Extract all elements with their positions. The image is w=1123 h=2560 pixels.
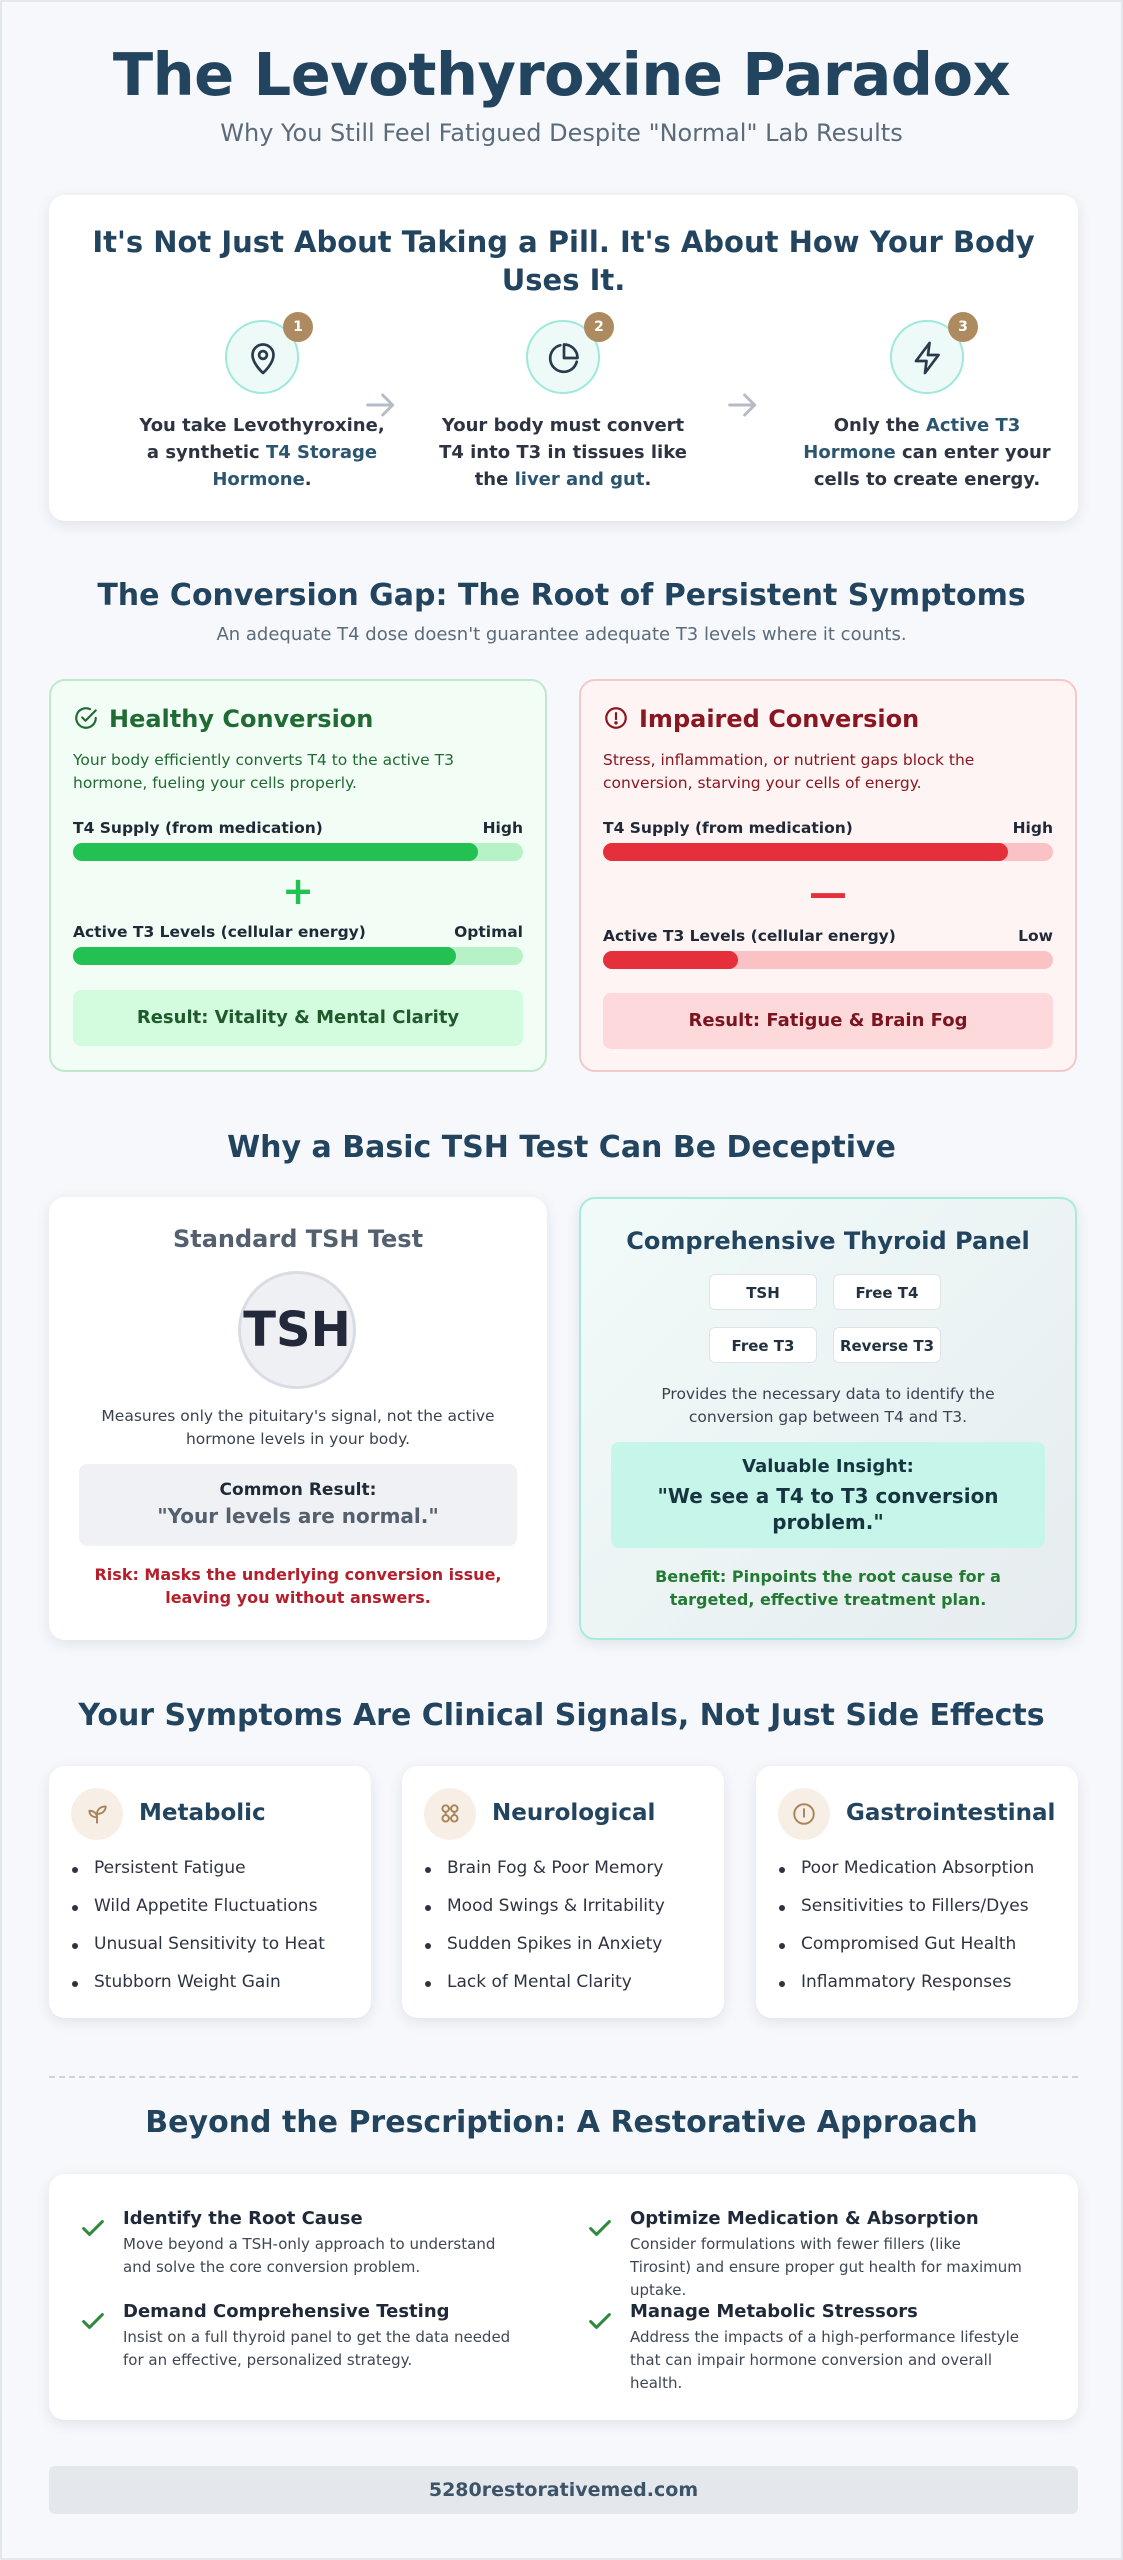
approach-item-stressors — [586, 2301, 1026, 2395]
insight-quote: "We see a T4 to T3 conversion problem." — [657, 1484, 999, 1534]
impaired-t4-label: T4 Supply (from medication) — [603, 819, 853, 837]
step-1-highlight: T4 Storage Hormone — [212, 442, 378, 490]
step-1-icon-circle — [225, 319, 303, 394]
approach-item-description: Insist on a full thyroid panel to get the data needed for an effective, personalized strategy. — [123, 2328, 511, 2369]
standard-tsh-description: Measures only the pituitary's signal, not the active hormone levels in your body. — [101, 1407, 495, 1448]
approach-card — [49, 2174, 1078, 2420]
impaired-t3-bar-fill — [603, 951, 738, 969]
brain-icon — [437, 1801, 463, 1827]
leaf-icon — [84, 1801, 110, 1827]
list-item: Poor Medication Absorption — [776, 1858, 1066, 1896]
healthy-t4-bar — [73, 843, 523, 861]
symptom-card-title: Gastrointestinal — [846, 1800, 1056, 1826]
list-item: Lack of Mental Clarity — [422, 1972, 712, 2010]
list-item: Sensitivities to Fillers/Dyes — [776, 1896, 1066, 1934]
healthy-t3-value: Optimal — [454, 923, 523, 941]
chip-reverse-t3: Reverse T3 — [833, 1327, 941, 1363]
check-icon — [79, 2214, 107, 2242]
risk-text: Risk: Masks the underlying conversion issue, leaving you without answers. — [94, 1565, 502, 1607]
comprehensive-panel-card — [579, 1197, 1077, 1640]
healthy-t3-bar-fill — [73, 947, 456, 965]
symptom-card-title: Metabolic — [139, 1800, 266, 1826]
chip-tsh: TSH — [709, 1274, 817, 1310]
step-2-text: Your body must convert T4 into T3 in tissues like the liver and gut. — [439, 415, 687, 490]
check-circle-icon — [73, 705, 99, 731]
impaired-card-description: Stress, inflammation, or nutrient gaps block the conversion, starving your cells of energy. — [603, 751, 975, 792]
standard-tsh-title: Standard TSH Test — [172, 1225, 424, 1253]
step-3 — [797, 320, 1057, 493]
list-item: Persistent Fatigue — [69, 1858, 359, 1896]
common-result-box — [79, 1464, 517, 1546]
footer-website[interactable]: 5280restorativemed.com — [49, 2466, 1078, 2514]
healthy-t3-label: Active T3 Levels (cellular energy) — [73, 923, 366, 941]
symptom-icon-circle — [778, 1788, 830, 1840]
symptom-card-title: Neurological — [492, 1800, 656, 1826]
approach-item-description: Address the impacts of a high-performance lifestyle that can impair hormone conversion and overall health. — [630, 2328, 1020, 2392]
tsh-circle: TSH — [238, 1271, 356, 1389]
map-pin-icon — [245, 340, 281, 376]
chip-free-t3: Free T3 — [709, 1327, 817, 1363]
step-2-badge: 2 — [584, 312, 614, 342]
step-3-text: Only the Active T3 Hormone can enter your cells to create energy. — [803, 415, 1051, 490]
list-item: Mood Swings & Irritability — [422, 1896, 712, 1934]
symptom-list — [776, 1858, 1066, 2010]
check-icon — [586, 2214, 614, 2242]
symptom-icon-circle — [71, 1788, 123, 1840]
healthy-t4-label: T4 Supply (from medication) — [73, 819, 323, 837]
alert-circle-icon — [791, 1801, 817, 1827]
step-1-badge: 1 — [283, 312, 313, 342]
insight-label: Valuable Insight: — [742, 1456, 914, 1477]
insight-box — [611, 1442, 1045, 1548]
approach-item-description: Move beyond a TSH-only approach to understand and solve the core conversion problem. — [123, 2235, 496, 2276]
step-2-icon-circle — [526, 319, 604, 394]
healthy-t4-value: High — [482, 819, 523, 837]
impaired-t4-value: High — [1012, 819, 1053, 837]
healthy-card-title: Healthy Conversion — [73, 705, 373, 733]
benefit-text: Benefit: Pinpoints the root cause for a targeted, effective treatment plan. — [655, 1567, 1001, 1609]
approach-item-title: Demand Comprehensive Testing — [123, 2301, 450, 2322]
symptom-icon-circle — [424, 1788, 476, 1840]
how-it-works-card — [49, 195, 1078, 521]
healthy-conversion-card — [49, 679, 547, 1072]
step-2-highlight: liver and gut — [514, 469, 645, 490]
step-3-icon-circle — [890, 319, 968, 394]
minus-operator: — — [809, 871, 847, 915]
page-subtitle: Why You Still Feel Fatigued Despite "Normal" Lab Results — [220, 119, 903, 147]
approach-item-description: Consider formulations with fewer fillers (like Tirosint) and ensure proper gut health for maximum uptake. — [630, 2235, 1022, 2299]
page-title: The Levothyroxine Paradox — [112, 40, 1011, 109]
approach-item-title: Optimize Medication & Absorption — [630, 2208, 979, 2229]
impaired-t4-bar — [603, 843, 1053, 861]
common-result-quote: "Your levels are normal." — [157, 1504, 439, 1528]
conversion-section-title: The Conversion Gap: The Root of Persistent Symptoms — [97, 578, 1026, 613]
lightning-bolt-icon — [910, 340, 946, 376]
list-item: Sudden Spikes in Anxiety — [422, 1934, 712, 1972]
check-icon — [586, 2307, 614, 2335]
check-icon — [79, 2307, 107, 2335]
healthy-result: Result: Vitality & Mental Clarity — [73, 990, 523, 1046]
healthy-t3-bar — [73, 947, 523, 965]
conversion-section-subtitle: An adequate T4 dose doesn't guarantee adequate T3 levels where it counts. — [216, 624, 907, 645]
healthy-t4-bar-fill — [73, 843, 478, 861]
step-2 — [433, 320, 693, 493]
tsh-section-title: Why a Basic TSH Test Can Be Deceptive — [227, 1130, 896, 1165]
panel-title: Comprehensive Thyroid Panel — [626, 1227, 1030, 1255]
impaired-result: Result: Fatigue & Brain Fog — [603, 993, 1053, 1049]
impaired-conversion-card — [579, 679, 1077, 1072]
impaired-card-title: Impaired Conversion — [603, 705, 919, 733]
approach-item-optimize — [586, 2208, 1026, 2302]
step-1-text: You take Levothyroxine, a synthetic T4 Storage Hormone. — [139, 415, 385, 490]
list-item: Inflammatory Responses — [776, 1972, 1066, 2010]
approach-section-title: Beyond the Prescription: A Restorative Approach — [145, 2105, 978, 2140]
approach-item-testing — [79, 2301, 519, 2372]
pie-chart-icon — [546, 340, 582, 376]
step-3-highlight: Active T3 Hormone — [803, 415, 1021, 463]
symptom-card-gastrointestinal — [756, 1766, 1078, 2018]
impaired-t3-bar — [603, 951, 1053, 969]
flow-heading: It's Not Just About Taking a Pill. It's About How Your Body Uses It. — [92, 225, 1035, 297]
list-item: Compromised Gut Health — [776, 1934, 1066, 1972]
step-1 — [132, 320, 392, 493]
common-result-label: Common Result: — [219, 1480, 377, 1500]
approach-item-title: Identify the Root Cause — [123, 2208, 363, 2229]
impaired-t3-value: Low — [1018, 927, 1053, 945]
list-item: Brain Fog & Poor Memory — [422, 1858, 712, 1896]
plus-operator: + — [282, 869, 314, 913]
arrow-right-icon — [361, 385, 401, 425]
standard-tsh-card — [49, 1197, 547, 1640]
approach-item-root-cause — [79, 2208, 519, 2279]
list-item: Unusual Sensitivity to Heat — [69, 1934, 359, 1972]
symptom-list — [422, 1858, 712, 2010]
section-divider — [49, 2076, 1078, 2078]
panel-description: Provides the necessary data to identify the conversion gap between T4 and T3. — [661, 1385, 995, 1426]
symptom-card-metabolic — [49, 1766, 371, 2018]
list-item: Stubborn Weight Gain — [69, 1972, 359, 2010]
arrow-right-icon — [723, 385, 763, 425]
symptoms-section-title: Your Symptoms Are Clinical Signals, Not Just Side Effects — [78, 1698, 1045, 1733]
healthy-card-description: Your body efficiently converts T4 to the active T3 hormone, fueling your cells properly. — [73, 751, 454, 792]
approach-item-title: Manage Metabolic Stressors — [630, 2301, 918, 2322]
step-3-badge: 3 — [948, 312, 978, 342]
list-item: Wild Appetite Fluctuations — [69, 1896, 359, 1934]
alert-circle-icon — [603, 705, 629, 731]
symptom-list — [69, 1858, 359, 2010]
impaired-t3-label: Active T3 Levels (cellular energy) — [603, 927, 896, 945]
impaired-t4-bar-fill — [603, 843, 1008, 861]
chip-free-t4: Free T4 — [833, 1274, 941, 1310]
symptom-card-neurological — [402, 1766, 724, 2018]
